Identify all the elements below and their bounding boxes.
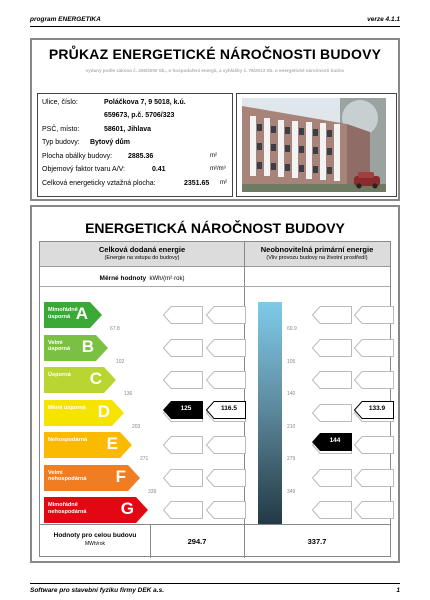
page-header-right: verze 4.1.1 [367,16,400,23]
building-photo-frame [236,93,397,197]
left-outline-arrow [206,436,246,454]
class-band-shape [44,400,124,426]
left-outline-arrow [206,371,246,389]
class-band-shape [44,367,116,393]
left-tick-label: 271 [140,456,149,462]
page-header-left: program ENERGETIKA [30,16,101,23]
totals-unit: MWh/rok [85,541,105,547]
field-unit: m² [210,153,217,159]
left-tick-label: 67.8 [110,326,120,332]
class-band-label: Velmi úsporná [48,339,71,352]
right-outline-arrow [354,339,394,357]
left-tick-label: 339 [148,488,157,495]
right-outline-arrow [312,339,352,357]
class-band-c [44,367,116,393]
left-outline-arrow [163,469,203,487]
right-outline-arrow [312,469,352,487]
building-photo [242,98,386,192]
field-value: 659673, p.č. 5706/323 [103,112,175,119]
field-unit: m² [220,180,227,186]
field-value: 2351.65 [183,180,210,187]
primary-energy-scale [258,302,282,524]
left-outline-arrow [206,306,246,324]
right-tick-label: 349 [287,488,296,495]
left-black-value: 125 [180,405,192,412]
left-outline-arrow [206,501,246,519]
class-band-f [44,465,140,491]
field-psc [42,125,151,134]
right-outline-arrow [312,306,352,324]
class-band-label: Méně úsporná [48,404,86,411]
field-address [42,98,186,107]
right-column-header [244,242,390,267]
right-tick-label: 210 [287,423,296,430]
left-outline-arrow [163,371,203,389]
right-header-sub: (Vliv provozu budovy na životní prostředí) [266,255,368,261]
page-footer-left: Software pro stavební fyziku firmy DEK a.s. [30,587,165,594]
right-outline-arrow [354,469,394,487]
right-outline-arrow [354,371,394,389]
class-band-label: Nehospodárná [48,437,88,443]
totals-title: Hodnoty pro celou budovu [53,532,137,539]
right-outline-arrow [354,436,394,454]
right-tick-label: 279 [287,456,296,462]
class-band-letter: G [120,499,134,518]
units-label [40,275,244,282]
right-white-value: 133.9 [368,405,386,412]
class-band-letter: A [75,304,88,323]
field-value: 58601, Jihlava [103,126,152,133]
energy-rating-card [30,205,400,563]
field-value: Poláčkova 7, 9 5018, k.ú. [103,99,186,106]
left-header-title: Celková dodaná energie [98,245,186,254]
footer-divider [30,583,400,584]
field-reference-area [42,179,227,188]
total-delivered-energy: 294.7 [187,537,207,546]
total-primary-energy: 337.7 [307,537,327,546]
class-band-letter: F [115,466,126,486]
right-tick-label: 140 [287,391,296,397]
class-band-label: Mimořádně úsporná [48,307,78,320]
class-band-e [44,432,132,458]
page-footer-right: 1 [396,587,400,594]
right-tick-label: 69.9 [287,326,297,332]
field-label: PSČ, místo: [42,126,80,133]
class-band-shape [44,432,132,458]
class-band-a [44,302,102,328]
right-tick-label: 105 [287,358,296,365]
right-outline-arrow [312,501,352,519]
class-band-letter: B [81,336,94,356]
class-band-label: Velmi nehospodárná [48,469,87,482]
field-label: Objemový faktor tvaru A/V: [42,166,125,173]
field-value: Bytový dům [89,139,131,146]
totals-label [40,532,150,548]
left-tick-label: 203 [132,423,141,430]
class-band-label: Mimořádně nehospodárná [48,502,87,515]
class-band-g [44,497,148,523]
header-divider [30,26,400,27]
left-outline-arrow [163,339,203,357]
field-type [42,138,130,147]
left-outline-arrow [206,339,246,357]
building-card [30,38,400,201]
class-band-letter: D [97,401,110,421]
right-header-title: Neobnovitelná primární energie [260,245,374,254]
right-outline-arrow [354,306,394,324]
card-title: PRŮKAZ ENERGETICKÉ NÁROČNOSTI BUDOVY [48,46,382,62]
rating-title: ENERGETICKÁ NÁROČNOST BUDOVY [85,220,345,236]
right-outline-arrow [312,371,352,389]
left-column-header [40,242,244,267]
field-shape-factor [42,165,226,174]
building-info [37,93,233,197]
left-indicator-white [206,401,246,419]
field-label: Ulice, číslo: [42,99,78,106]
units-unit: kWh/(m²·rok) [149,276,185,282]
field-value: 0.41 [151,166,166,173]
totals-divider [40,524,390,525]
left-outline-arrow [163,306,203,324]
left-tick-label: 102 [116,358,125,365]
class-band-label: Úsporná [48,372,71,378]
left-outline-arrow [163,501,203,519]
left-tick-label: 136 [124,391,133,397]
right-indicator-black [312,433,352,451]
field-label: Plocha obálky budovy: [42,153,113,160]
field-envelope-area [42,152,217,161]
card-subtitle: vydaný podle zákona č. 406/2000 Sb., o hospodaření energií, a vyhlášky č. 78/2013 Sb. o energetické náročnosti budov [85,68,345,73]
right-outline-arrow [354,501,394,519]
field-address-2 [42,111,174,120]
left-indicator-black [163,401,203,419]
class-band-b [44,335,108,361]
class-band-letter: C [89,369,102,388]
field-value: 2885.36 [127,153,154,160]
rating-chart [39,241,391,557]
right-black-value: 144 [329,437,341,444]
field-unit: m²/m³ [210,166,226,172]
field-label: Typ budovy: [42,139,80,146]
field-label: Celková energeticky vztažná plocha: [42,180,156,187]
right-indicator-white [354,401,394,419]
left-outline-arrow [163,436,203,454]
left-outline-arrow [206,469,246,487]
class-band-letter: E [106,434,118,453]
left-header-sub: (Energie na vstupu do budovy) [104,255,180,261]
units-divider [40,286,390,287]
left-white-value: 116.5 [221,405,237,412]
right-outline-arrow [312,404,352,422]
class-band-d [44,400,124,426]
units-title: Měrné hodnoty [99,275,147,282]
